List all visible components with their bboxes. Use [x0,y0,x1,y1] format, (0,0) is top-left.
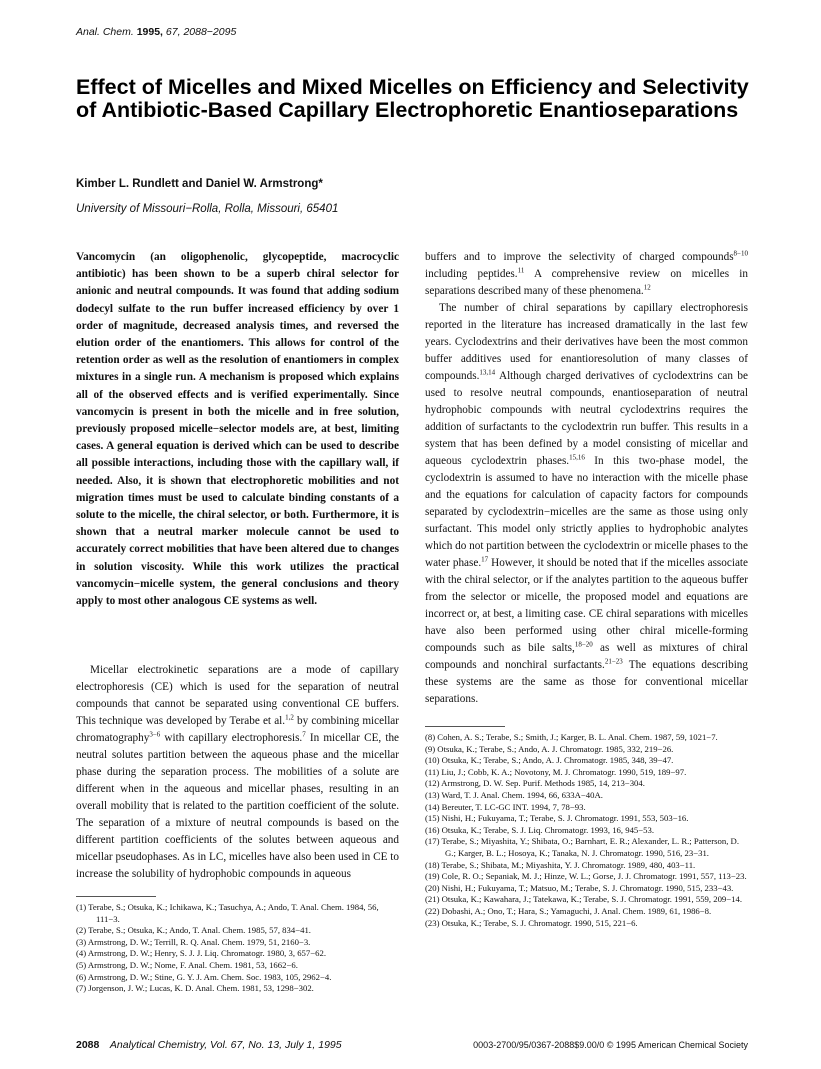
journal-volume: 67, [165,26,181,38]
reference-item: (3) Armstrong, D. W.; Terrill, R. Q. Anal. Chem. 1979, 51, 2160−3. [76,936,311,947]
article-title: Effect of Micelles and Mixed Micelles on Efficiency and Selectivity of Antibiotic-Based Capillary Electrophoretic Enantioseparations [76,75,749,122]
journal-abbrev: Anal. Chem. [76,26,134,38]
copyright-notice: 0003-2700/95/0367-2088$9.00/0 © 1995 American Chemical Society [473,1040,748,1050]
citation-superscript: 1,2 [285,713,294,722]
reference-item: (12) Armstrong, D. W. Sep. Purif. Methods 1985, 14, 213−304. [425,778,645,789]
reference-item: (8) Cohen, A. S.; Terabe, S.; Smith, J.; Karger, B. L. Anal. Chem. 1987, 59, 1021−7. [425,732,718,742]
citation-superscript: 13,14 [479,368,496,377]
author-affiliation: University of Missouri−Rolla, Rolla, Missouri, 65401 [76,203,339,215]
body-paragraph: Micellar electrokinetic separations are a mode of capillary electrophoresis (CE) which is used for the separation of neutral compounds that cannot be separated using conventional CE buffers. This technique was developed by Terabe et al.$^{1,2}$ by combining micellar chromatography$^{3-6}$ with capillary electrophoresis.$^7$ In micellar CE, the neutral solutes partition between the aqueous phase and the micellar phase during the separation process. The mobilities of a solute are different when in the aqueous and micellar phases, resulting in an overall mobility that is related to the partition coefficient of the solute. The separation of a mixture of neutral compounds is based on the different partition coefficients of the solutes between aqueous and micellar pseudophases. As in LC, micelles have also been used in CE to increase the solubility of hydrophobic compounds in aqueous [76,664,399,880]
citation-superscript: 3−6 [149,730,161,739]
reference-item: (22) Dobashi, A.; Ono, T.; Hara, S.; Yamaguchi, J. Anal. Chem. 1989, 61, 1986−8. [425,905,712,916]
reference-item: (11) Liu, J.; Cobb, K. A.; Novotony, M. J. Chromatogr. 1990, 519, 189−97. [425,766,687,777]
page-footer-left [76,1039,342,1051]
reference-item: (6) Armstrong, D. W.; Stine, G. Y. J. Am. Chem. Soc. 1983, 105, 2962−4. [76,971,332,982]
reference-item: (5) Armstrong, D. W.; Nome, F. Anal. Chem. 1981, 53, 1662−6. [76,959,298,970]
citation-superscript: 12 [643,283,651,292]
abstract: Vancomycin (an oligophenolic, glycopeptide, macrocyclic antibiotic) has been shown to be a superb chiral selector for anionic and neutral compounds. It was found that adding sodium dodecyl sulfate to the run buffer increased efficiency by over 1 order of magnitude, decreased analysis times, and reversed the elution order of the enantiomers. This allows for control of the retention order as well as the resolution of enantiomers in complex mixtures in a single run. A mechanism is proposed which explains all of the observed effects and is verified experimentally. Since vancomycin is present in both the micelle and in free solution, previously proposed micelle−selector models are, at best, limiting cases. A general equation is derived which can be used to describe all possible interactions, including those with the capillary wall, if needed. Also, it is shown that electrophoretic mobilities and not migration times must be used to calculate binding constants of a solute to the micelle, the chiral selector, or both. Furthermore, it is shown that a neutral marker molecule cannot be used to accurately correct mobilities that have been altered due to changes in solution viscosity. While this work utilizes the practical vancomycin−micelle system, the general conclusions and theory apply to most other analogous CE systems as well. [76,251,399,608]
citation-superscript: 7 [302,730,306,739]
page-number: 2088 [76,1039,100,1051]
reference-item: (7) Jorgenson, J. W.; Lucas, K. D. Anal. Chem. 1981, 53, 1298−302. [76,983,314,994]
reference-item: (23) Otsuka, K.; Terabe, S. J. Chromatogr. 1990, 515, 221−6. [425,917,638,928]
journal-pages: 2088−2095 [183,26,237,38]
reference-item: (18) Terabe, S.; Shibata, M.; Miyashita, Y. J. Chromatogr. 1989, 480, 403−11. [425,859,696,870]
article-authors: Kimber L. Rundlett and Daniel W. Armstrong* [76,178,323,190]
reference-item: (4) Armstrong, D. W.; Henry, S. J. J. Liq. Chromatogr. 1980, 3, 657−62. [76,948,326,959]
references-list-right [425,732,748,929]
citation-superscript: 15,16 [569,453,585,462]
reference-item: (13) Ward, T. J. Anal. Chem. 1994, 66, 633A−40A. [425,789,603,800]
journal-issue: Analytical Chemistry, Vol. 67, No. 13, July 1, 1995 [109,1039,342,1051]
journal-header [76,26,236,38]
citation-superscript: 11 [517,266,525,275]
reference-item: (2) Terabe, S.; Otsuka, K.; Ando, T. Anal. Chem. 1985, 57, 834−41. [76,925,311,936]
reference-item: (15) Nishi, H.; Fukuyama, T.; Terabe, S. J. Chromatogr. 1991, 553, 503−16. [425,813,689,824]
citation-superscript: 21−23 [604,657,623,666]
reference-item: (17) Terabe, S.; Miyashita, Y.; Shibata, O.; Barnhart, E. R.; Alexander, L. R.; Patterson, D. G.; Karger, B. L.; Hosoya, K.; Tanaka, N. J. Chromatogr. 1990, 516, 23−31. [425,836,739,858]
body-column-right [425,249,748,708]
body-paragraph: buffers and to improve the selectivity of charged compounds$^{8-10}$ including peptides.$^{11}$ A comprehensive review on micelles in separations described many of these phenomena.$^{12}$ [425,249,748,297]
citation-superscript: 8−10 [733,249,748,258]
reference-item: (20) Nishi, H.; Fukuyama, T.; Matsuo, M.; Terabe, S. J. Chromatogr. 1990, 515, 233−43. [425,882,734,893]
reference-item: (19) Cole, R. O.; Sepaniak, M. J.; Hinze, W. L.; Gorse, J. J. Chromatogr. 1991, 557, 113−23. [425,871,747,882]
journal-year: 1995, [136,26,163,38]
reference-item: (14) Bereuter, T. LC-GC INT. 1994, 7, 78−93. [425,801,586,812]
reference-item: (21) Otsuka, K.; Kawahara, J.; Tatekawa, K.; Terabe, S. J. Chromatogr. 1991, 559, 209−14. [425,894,743,905]
body-paragraph: The number of chiral separations by capillary electrophoresis reported in the literature has increased dramatically in the last few years. Cyclodextrins and their derivatives have been the most common buffer additives used for enantioresolution of many classes of compounds.$^{13,14}$ Although charged derivatives of cyclodextrins can be used to resolve neutral compounds, enantioseparation of neutral hydrophobic compounds with neutral cyclodextrins requires the addition of surfactants to the cyclodextrin run buffer. This results in a system that has been defined by a model consisting of micellar and aqueous cyclodextrin phases.$^{15,16}$ In this two-phase model, the cyclodextrin is assumed to have no interaction with the micelle phase and the equations for calculation of capacity factors for compounds separated by cyclodextrin−micelles are the same as those using only surfactant. This model only strictly applies to hydrophobic analytes which do not partition between the cyclodextrin or micelle phases to the water phase.$^{17}$ However, it should be noted that if the micelles associate with the chiral selector, or if the analytes partition to the aqueous buffer from the selector or micelle, the proposed model and equations are incorrect or, at best, a limiting case. CE chiral separations with micelles have also been performed using other chiral micelle-forming compounds such as bile salts,$^{18-20}$ as well as mixtures of chiral compounds and nonchiral surfactants.$^{21-23}$ The equations describing these systems are the same as those for conventional micellar separations. [425,302,749,705]
footnote-divider [425,726,505,727]
reference-item: (16) Otsuka, K.; Terabe, S. J. Liq. Chromatogr. 1993, 16, 945−53. [425,824,655,835]
citation-superscript: 18−20 [574,640,593,649]
body-column-left [76,662,399,883]
reference-item: (9) Otsuka, K.; Terabe, S.; Ando, A. J. Chromatogr. 1985, 332, 219−26. [425,743,674,754]
references-list-left [76,902,399,995]
reference-item: (10) Otsuka, K.; Terabe, S.; Ando, A. J. Chromatogr. 1985, 348, 39−47. [425,755,674,766]
reference-item: (1) Terabe, S.; Otsuka, K.; Ichikawa, K.; Tasuchya, A.; Ando, T. Anal. Chem. 1984, 56, 111−3. [76,902,379,924]
footnote-divider [76,896,156,897]
citation-superscript: 17 [481,555,489,564]
